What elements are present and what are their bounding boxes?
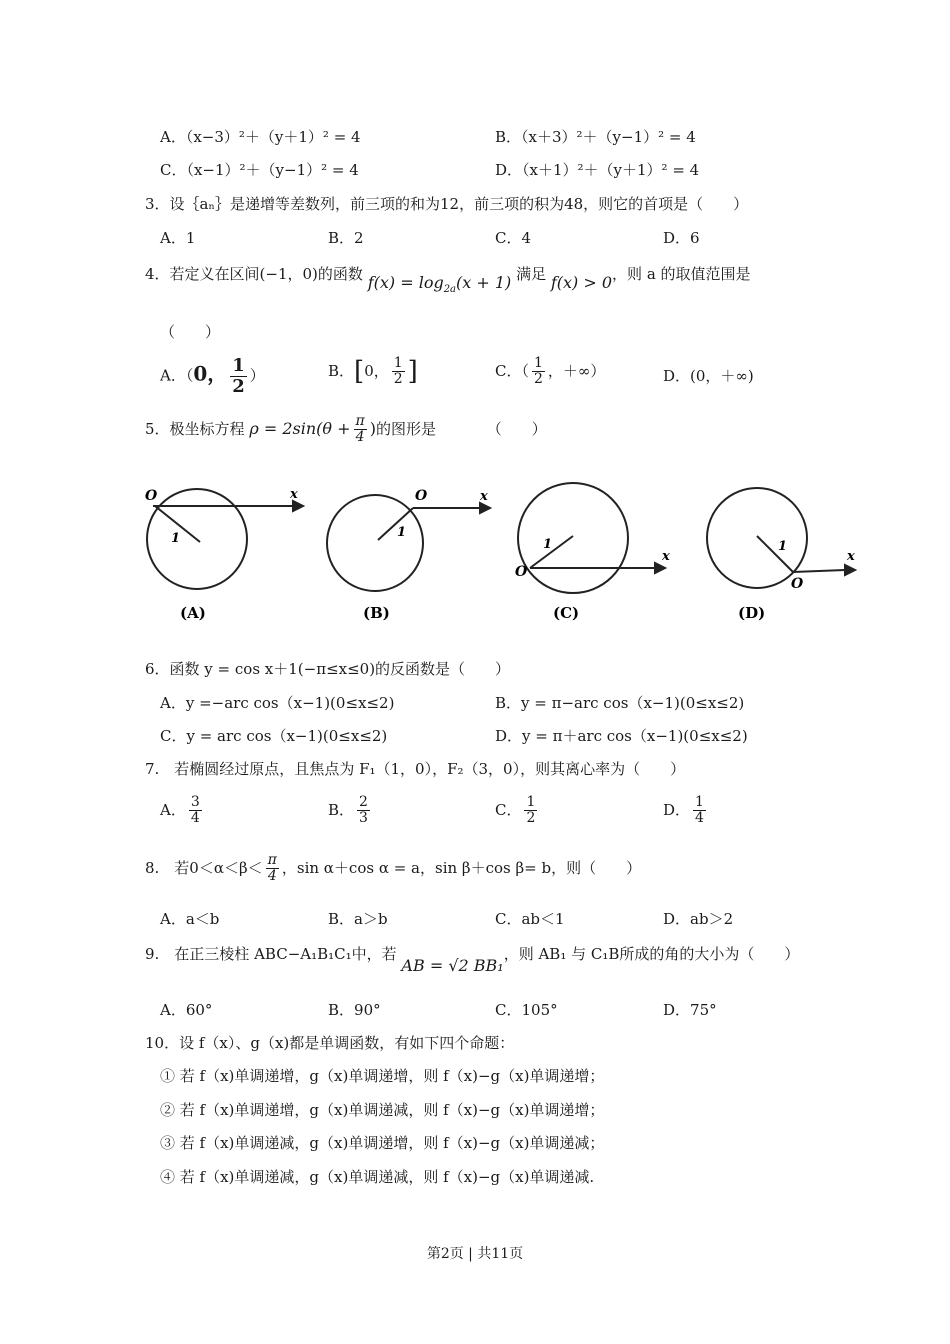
- q8-option-c: C．ab＜1: [495, 910, 565, 928]
- q3-option-a: A．1: [160, 229, 196, 247]
- q7-c-label: C．: [495, 800, 522, 819]
- q4-c-den: 2: [533, 371, 543, 388]
- q9-option-a: A．60°: [160, 1001, 213, 1019]
- q4-c-label: C．（: [495, 361, 529, 380]
- q7-c-num: 1: [526, 794, 536, 810]
- q8-stem: [145, 853, 641, 885]
- q4-formula-sub: 2a: [443, 284, 457, 296]
- q7-a-den: 4: [190, 810, 200, 827]
- q7-b-num: 2: [359, 794, 368, 810]
- q4-b-num: 1: [393, 355, 403, 371]
- q5-stem: [145, 414, 547, 446]
- q9-stem-post: ，则 AB₁ 与 C₁B所成的角的大小为（ ）: [503, 945, 800, 963]
- q4-b-zero: 0，: [364, 361, 389, 380]
- figure-d-circle: [707, 488, 807, 588]
- figure-d-label-o: O: [791, 576, 804, 592]
- q4-paren: （ ）: [160, 323, 221, 341]
- q7-d-den: 4: [695, 810, 704, 827]
- figure-a-label-o: O: [145, 488, 158, 504]
- q7-b-label: B．: [328, 800, 355, 819]
- q7-stem: 7. 若椭圆经过原点，且焦点为 F₁（1，0），F₂（3，0），则其离心率为（ ）: [145, 760, 686, 778]
- q4-formula-main: f(x) = log: [367, 273, 444, 292]
- q6-option-d: D．y = π＋arc cos（x−1)(0≤x≤2): [495, 727, 748, 745]
- q9-option-d: D．75°: [663, 1001, 717, 1019]
- q7-a-label: A．: [160, 800, 186, 819]
- q6-stem: 6．函数 y = cos x＋1(−π≤x≤0)的反函数是（ ）: [145, 660, 511, 678]
- q4-option-a: [160, 356, 265, 397]
- figure-c-label-o: O: [515, 564, 528, 580]
- page-footer: 第2页 | 共11页: [426, 1246, 524, 1262]
- figure-c: [518, 483, 665, 593]
- q8-option-a: A．a＜b: [160, 910, 220, 928]
- q4-a-num: 1: [232, 355, 245, 376]
- q3-option-c: C．4: [495, 229, 532, 247]
- q6-option-b: B．y = π−arc cos（x−1)(0≤x≤2): [495, 694, 745, 712]
- figure-b-label-1: 1: [397, 525, 407, 540]
- q4-option-c: [495, 356, 605, 388]
- q4-c-tail: ，＋∞）: [547, 361, 606, 380]
- q9-option-b: B．90°: [328, 1001, 381, 1019]
- q5-stem-pre: 5．极坐标方程: [145, 419, 245, 438]
- q4-formula: [367, 273, 512, 296]
- q2-option-d: D．（x＋1）²＋（y＋1）² = 4: [495, 161, 700, 179]
- q4-option-b: [328, 356, 418, 388]
- q4-b-lbracket: [: [354, 356, 365, 387]
- q8-stem-pre: 8. 若0＜α＜β＜: [145, 858, 263, 877]
- q4-formula-post: (x + 1): [456, 273, 512, 292]
- q5-paren: （ ）: [486, 419, 547, 438]
- figure-c-label-x: x: [662, 549, 670, 564]
- figure-b-radius: [378, 508, 413, 540]
- q4-a-den: 2: [232, 375, 245, 397]
- q2-option-b: B．（x＋3）²＋（y−1）² = 4: [495, 128, 696, 146]
- q5-eq-post: ): [369, 418, 376, 438]
- q7-option-a: [160, 795, 205, 827]
- q3-option-b: B．2: [328, 229, 364, 247]
- figure-b: [327, 495, 490, 591]
- q4-a-zero: 0，: [193, 361, 228, 386]
- q8-num: π: [267, 852, 277, 868]
- q4-a-label: A．（: [160, 366, 194, 385]
- figure-c-caption: (C): [553, 604, 580, 622]
- q4-end: ，则 a 的取值范围是: [612, 265, 751, 283]
- q7-c-den: 2: [526, 810, 536, 827]
- figure-c-label-1: 1: [543, 537, 553, 552]
- q7-d-label: D．: [663, 800, 691, 819]
- q4-stem: [145, 264, 751, 296]
- q5-eq-pre: ρ = 2sin(θ +: [249, 418, 351, 438]
- q10-item-2: ② 若 f（x)单调递增，g（x)单调递减，则 f（x)−g（x)单调递增；: [160, 1101, 605, 1119]
- q10-stem: 10．设 f（x）、g（x)都是单调函数，有如下四个命题：: [145, 1034, 515, 1052]
- q4-b-label: B．: [328, 361, 355, 380]
- q7-option-d: [663, 795, 709, 827]
- figure-d-label-1: 1: [778, 539, 788, 554]
- q4-mid: 满足: [516, 265, 547, 283]
- figure-b-label-o: O: [415, 488, 428, 504]
- q9-stem: [145, 944, 800, 975]
- q2-option-c: C．（x−1）²＋（y−1）² = 4: [160, 161, 359, 179]
- q4-b-rbracket: ]: [407, 356, 418, 387]
- figure-d-label-x: x: [847, 549, 855, 564]
- figure-c-arrow: [655, 563, 665, 573]
- figure-d-radius: [757, 536, 793, 572]
- q3-option-d: D．6: [663, 229, 700, 247]
- figure-d-caption: (D): [738, 604, 766, 622]
- figure-a-caption: (A): [180, 604, 206, 622]
- q5-stem-post: 的图形是: [375, 419, 436, 438]
- q4-b-den: 2: [393, 371, 403, 388]
- q7-option-c: [495, 795, 540, 827]
- q5-eq-den: 4: [355, 429, 365, 446]
- q5-eq-num: π: [355, 413, 365, 429]
- q10-item-4: ④ 若 f（x)单调递减，g（x)单调递减，则 f（x)−g（x)单调递减.: [160, 1168, 595, 1186]
- q7-b-den: 3: [359, 810, 368, 827]
- figure-a-label-x: x: [290, 487, 298, 502]
- figure-b-label-x: x: [480, 489, 488, 504]
- q3-stem: 3．设｛aₙ｝是递增等差数列，前三项的和为12，前三项的积为48，则它的首项是（ ）: [145, 195, 749, 213]
- figure-d: [707, 488, 855, 588]
- q4-a-close: ）: [249, 366, 265, 385]
- figure-b-circle: [327, 495, 423, 591]
- figure-d-arrow: [845, 565, 855, 575]
- q6-option-c: C．y = arc cos（x−1)(0≤x≤2): [160, 727, 388, 745]
- figure-d-axis: [793, 570, 845, 572]
- q9-option-c: C．105°: [495, 1001, 558, 1019]
- q7-a-num: 3: [190, 794, 200, 810]
- q2-option-a: A．（x−3）²＋（y＋1）² = 4: [160, 128, 361, 146]
- q6-option-a: A．y =−arc cos（x−1)(0≤x≤2): [160, 694, 395, 712]
- q4-c-num: 1: [533, 355, 543, 371]
- figure-c-circle: [518, 483, 628, 593]
- figure-b-caption: (B): [363, 604, 390, 622]
- figure-a-label-1: 1: [171, 531, 181, 546]
- q4-condition: f(x) > 0: [550, 273, 613, 292]
- q4-stem-pre: 4．若定义在区间(−1，0)的函数: [145, 265, 363, 283]
- q5-figures: [135, 470, 875, 630]
- q7-option-b: [328, 795, 373, 827]
- q10-item-3: ③ 若 f（x)单调递减，g（x)单调递增，则 f（x)−g（x)单调递减；: [160, 1134, 605, 1152]
- q4-option-d: D．(0，＋∞): [663, 367, 754, 385]
- q7-d-num: 1: [695, 794, 704, 810]
- figure-b-arrow: [480, 503, 490, 513]
- q8-option-b: B．a＞b: [328, 910, 388, 928]
- q10-item-1: ① 若 f（x)单调递增，g（x)单调递增，则 f（x)−g（x)单调递增；: [160, 1067, 605, 1085]
- q8-den: 4: [267, 868, 277, 885]
- q8-option-d: D．ab＞2: [663, 910, 734, 928]
- q9-formula: AB = √2 BB₁: [401, 956, 504, 975]
- figure-a-arrow: [293, 501, 303, 511]
- q8-stem-post: ，sin α＋cos α = a，sin β＋cos β= b，则（ ）: [281, 858, 642, 877]
- q9-stem-pre: 9. 在正三棱柱 ABC−A₁B₁C₁中，若: [145, 945, 397, 963]
